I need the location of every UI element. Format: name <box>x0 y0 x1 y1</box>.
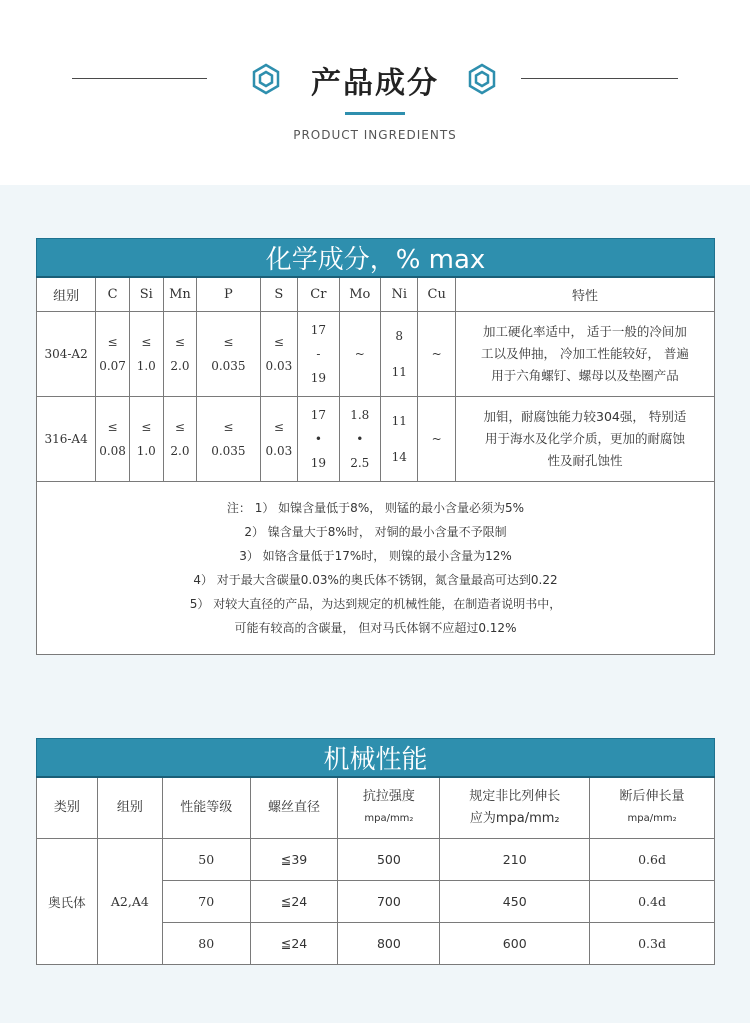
property-cell: 加钼，耐腐蚀能力较304强， 特别适 用于海水及化学介质，更加的耐腐蚀 性及耐孔蚀性 <box>455 397 714 482</box>
si-cell: ≤ 1.0 <box>129 397 163 482</box>
note-line: 可能有较高的含碳量， 但对马氏体钢不应超过0.12% <box>234 621 517 635</box>
note-line: 5） 对较大直径的产品，为达到规定的机械性能，在制造者说明书中， <box>189 597 562 611</box>
page-title: 产品成分 <box>311 66 439 101</box>
cr-cell: 17 • 19 <box>298 397 339 482</box>
elongation-cell: 0.4d <box>590 881 715 923</box>
cr-cell: 17 - 19 <box>298 312 339 397</box>
type-cell: 奥氏体 <box>37 839 98 965</box>
col-header: Si <box>129 277 163 312</box>
tensile-cell: 500 <box>338 839 440 881</box>
table-row <box>37 839 715 881</box>
title-underline <box>345 112 405 115</box>
col-header: 抗拉强度 mpa/mm₂ <box>338 777 440 839</box>
table-row <box>37 397 715 482</box>
col-header: Mo <box>339 277 380 312</box>
note-line: 4） 对于最大含碳量0.03%的奥氏体不锈钢，氮含量最高可达到0.22 <box>193 573 558 587</box>
s-cell: ≤ 0.03 <box>260 312 298 397</box>
table-row <box>37 312 715 397</box>
mo-cell: 1.8 • 2.5 <box>339 397 380 482</box>
mn-cell: ≤ 2.0 <box>163 312 197 397</box>
col-header: S <box>260 277 298 312</box>
col-header: 特性 <box>455 277 714 312</box>
col-header: 组别 <box>37 277 96 312</box>
group-cell: 316-A4 <box>37 397 96 482</box>
chemical-table-title: 化学成分，% max <box>37 239 715 278</box>
col-header: Cu <box>418 277 455 312</box>
col-header: Ni <box>381 277 418 312</box>
yield-cell: 450 <box>440 881 590 923</box>
property-cell: 加工硬化率适中， 适于一般的冷间加 工以及伸抽， 冷加工性能较好， 普遍 用于六角螺钉、螺母以及垫圈产品 <box>455 312 714 397</box>
col-header: P <box>197 277 260 312</box>
col-header: 性能等级 <box>162 777 250 839</box>
diameter-cell: ≦39 <box>250 839 338 881</box>
mechanical-properties-table <box>36 738 715 965</box>
tensile-cell: 800 <box>338 923 440 965</box>
p-cell: ≤ 0.035 <box>197 397 260 482</box>
mechanical-table-title: 机械性能 <box>37 739 715 778</box>
p-cell: ≤ 0.035 <box>197 312 260 397</box>
ni-cell: 11 14 <box>381 397 418 482</box>
col-header: Cr <box>298 277 339 312</box>
notes-row <box>37 482 715 655</box>
diameter-cell: ≦24 <box>250 923 338 965</box>
elongation-cell: 0.3d <box>590 923 715 965</box>
col-header: C <box>96 277 130 312</box>
grade-cell: 70 <box>162 881 250 923</box>
chemical-composition-table <box>36 238 715 655</box>
mn-cell: ≤ 2.0 <box>163 397 197 482</box>
note-line: 3） 如铬含量低于17%时， 则镍的最小含量为12% <box>239 549 512 563</box>
grade-cell: 50 <box>162 839 250 881</box>
mo-cell: ~ <box>339 312 380 397</box>
col-header: 组别 <box>97 777 162 839</box>
page-header <box>0 0 750 185</box>
ni-cell: 8 11 <box>381 312 418 397</box>
col-header: 螺丝直径 <box>250 777 338 839</box>
col-header: Mn <box>163 277 197 312</box>
c-cell: ≤ 0.07 <box>96 312 130 397</box>
col-header: 类别 <box>37 777 98 839</box>
si-cell: ≤ 1.0 <box>129 312 163 397</box>
hexagon-icon <box>466 63 498 95</box>
group-cell: 304-A2 <box>37 312 96 397</box>
diameter-cell: ≦24 <box>250 881 338 923</box>
note-line: 注： 1） 如镍含量低于8%， 则锰的最小含量必须为5% <box>226 501 525 515</box>
c-cell: ≤ 0.08 <box>96 397 130 482</box>
grade-cell: 80 <box>162 923 250 965</box>
yield-cell: 600 <box>440 923 590 965</box>
col-header: 断后伸长量 mpa/mm₂ <box>590 777 715 839</box>
elongation-cell: 0.6d <box>590 839 715 881</box>
s-cell: ≤ 0.03 <box>260 397 298 482</box>
group-cell: A2,A4 <box>97 839 162 965</box>
tensile-cell: 700 <box>338 881 440 923</box>
cu-cell: ~ <box>418 397 455 482</box>
yield-cell: 210 <box>440 839 590 881</box>
notes-cell <box>37 482 715 655</box>
page-subtitle: PRODUCT INGREDIENTS <box>293 128 457 142</box>
note-line: 2） 镍含量大于8%时， 对铜的最小含量不予限制 <box>244 525 507 539</box>
col-header: 规定非比列伸长 应为mpa/mm₂ <box>440 777 590 839</box>
cu-cell: ~ <box>418 312 455 397</box>
